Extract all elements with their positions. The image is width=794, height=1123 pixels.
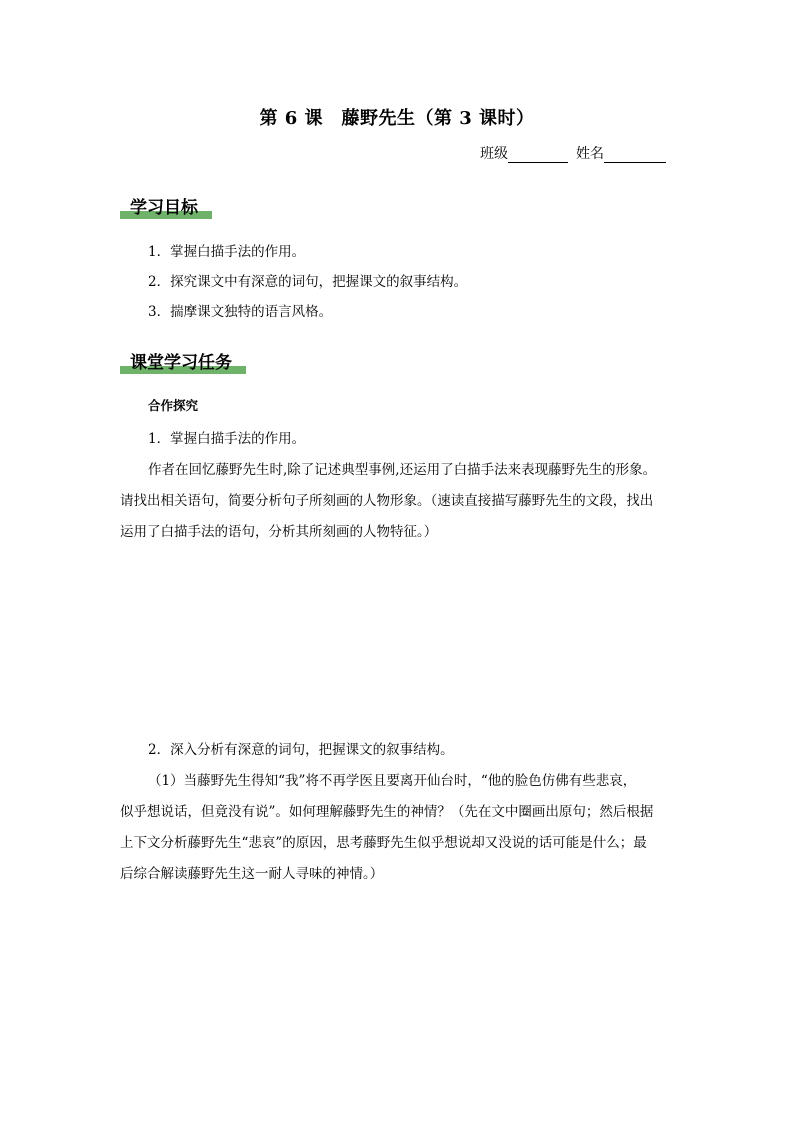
task2-title: 2．深入分析有深意的词句，把握课文的叙事结构。 bbox=[148, 742, 454, 758]
objectives-heading-label: 学习目标 bbox=[130, 198, 198, 218]
class-name-line bbox=[480, 143, 680, 163]
task2-line: （1）当藤野先生得知“我”将不再学医且要离开仙台时，“他的脸色仿佛有些悲哀， bbox=[148, 773, 637, 789]
task1-title: 1．掌握白描手法的作用。 bbox=[148, 431, 306, 447]
task1-line: 作者在回忆藤野先生时,除了记述典型事例,还运用了白描手法来表现藤野先生的形象。 bbox=[148, 462, 657, 478]
tasks-heading bbox=[120, 348, 232, 376]
objective-item: 2．探究课文中有深意的词句，把握课文的叙事结构。 bbox=[148, 274, 468, 290]
task2-line: 似乎想说话，但竟没有说”。如何理解藤野先生的神情？（先在文中圈画出原句；然后根据 bbox=[120, 804, 654, 820]
objective-item: 1．掌握白描手法的作用。 bbox=[148, 244, 306, 260]
tasks-heading-label: 课堂学习任务 bbox=[130, 353, 232, 373]
class-blank[interactable] bbox=[508, 148, 568, 163]
objective-item: 3．揣摩课文独特的语言风格。 bbox=[148, 304, 333, 320]
page-title: 第 6 课 藤野先生（第 3 课时） bbox=[259, 108, 535, 129]
task2-line: 上下文分析藤野先生“悲哀”的原因，思考藤野先生似乎想说却又没说的话可能是什么；最 bbox=[120, 835, 647, 851]
cooperative-inquiry-subheading: 合作探究 bbox=[148, 398, 199, 413]
objectives-heading bbox=[120, 193, 198, 221]
task1-line: 运用了白描手法的语句，分析其所刻画的人物特征。） bbox=[120, 524, 438, 540]
task2-line: 后综合解读藤野先生这一耐人寻味的神情。） bbox=[120, 866, 384, 882]
task1-line: 请找出相关语句，简要分析句子所刻画的人物形象。（速读直接描写藤野先生的文段，找出 bbox=[120, 493, 654, 509]
name-blank[interactable] bbox=[604, 148, 666, 163]
class-label: 班级 bbox=[480, 146, 508, 162]
name-label: 姓名 bbox=[576, 146, 604, 162]
